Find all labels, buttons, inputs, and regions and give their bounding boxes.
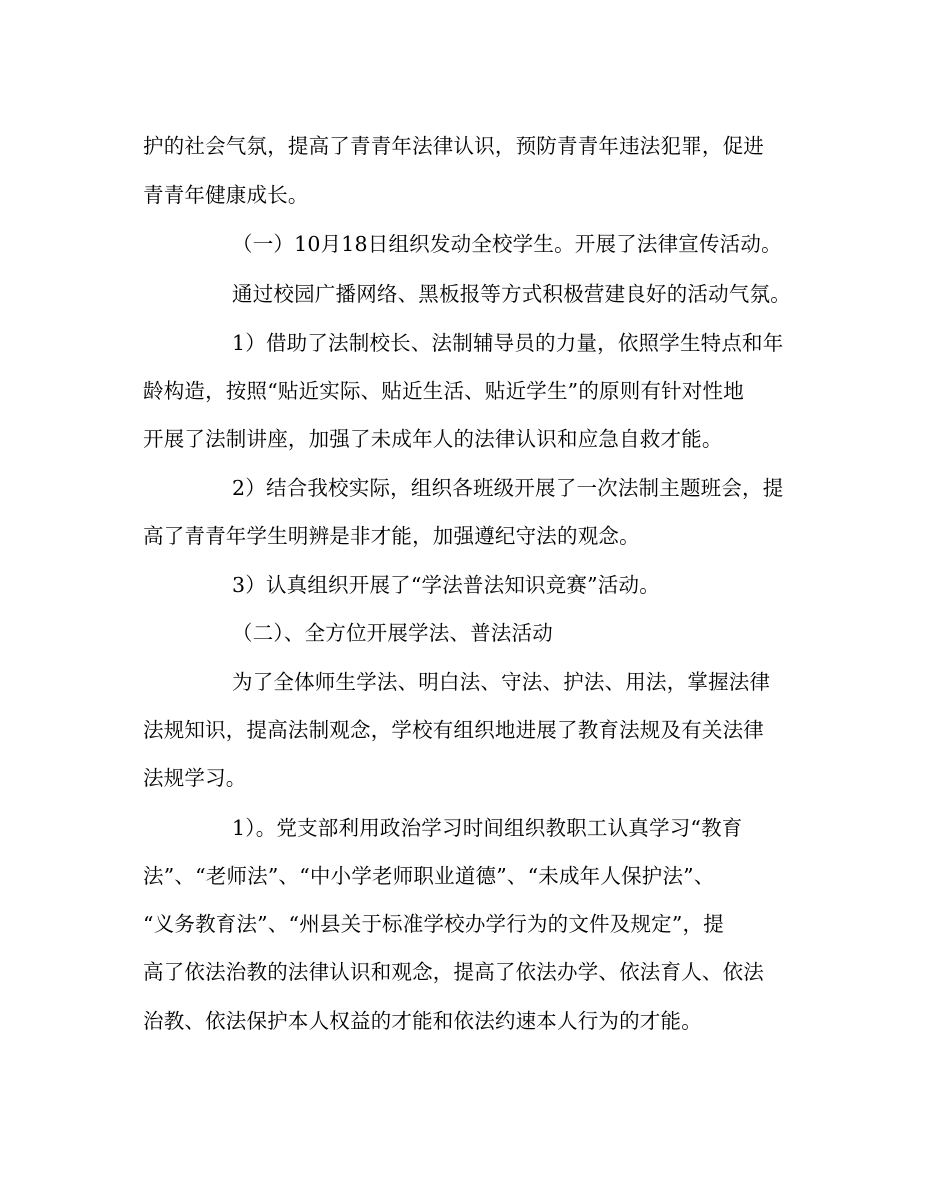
- text-line-18: 高了依法治教的法律认识和观念，提高了依法办学、依法育人、依法: [143, 960, 764, 984]
- text-line-4: 通过校园广播网络、黑板报等方式积极营建良好的活动气氛。: [232, 282, 791, 306]
- section-heading-1: （一）10月18日组织发动全校学生。开展了法律宣传活动。: [232, 232, 782, 256]
- text-line-8: 2）结合我校实际，组织各班级开展了一次法制主题班会，提: [232, 476, 784, 500]
- section-heading-2: （二）、全方位开展学法、普法活动: [232, 621, 553, 645]
- text-line-17: “义务教育法”、“州县关于标准学校办学行为的文件及规定”，提: [143, 912, 724, 936]
- text-line-15: 1）。党支部利用政治学习时间组织教职工认真学习“教育: [232, 816, 743, 840]
- text-line-10: 3）认真组织开展了“学法普法知识竞赛”活动。: [232, 573, 660, 597]
- text-line-12: 为了全体师生学法、明白法、守法、护法、用法，掌握法律: [232, 670, 771, 694]
- text-line-16: 法”、“老师法”、“中小学老师职业道德”、“未成年人保护法”、: [143, 864, 715, 888]
- text-line-13: 法规知识，提高法制观念，学校有组织地进展了教育法规及有关法律: [143, 718, 764, 742]
- text-line-2: 青青年健康成长。: [143, 183, 309, 207]
- text-line-9: 高了青青年学生明辨是非才能，加强遵纪守法的观念。: [143, 524, 640, 548]
- text-line-6: 龄构造，按照“贴近实际、贴近生活、贴近学生”的原则有针对性地: [143, 379, 744, 403]
- text-line-1: 护的社会气氛，提高了青青年法律认识，预防青青年违法犯罪，促进: [143, 134, 764, 158]
- text-line-19: 治教、依法保护本人权益的才能和依法约速本人行为的才能。: [143, 1009, 702, 1033]
- text-line-7: 开展了法制讲座，加强了未成年人的法律认识和应急自救才能。: [143, 427, 723, 451]
- text-line-5: 1）借助了法制校长、法制辅导员的力量，依照学生特点和年: [232, 331, 784, 355]
- text-line-14: 法规学习。: [143, 766, 247, 790]
